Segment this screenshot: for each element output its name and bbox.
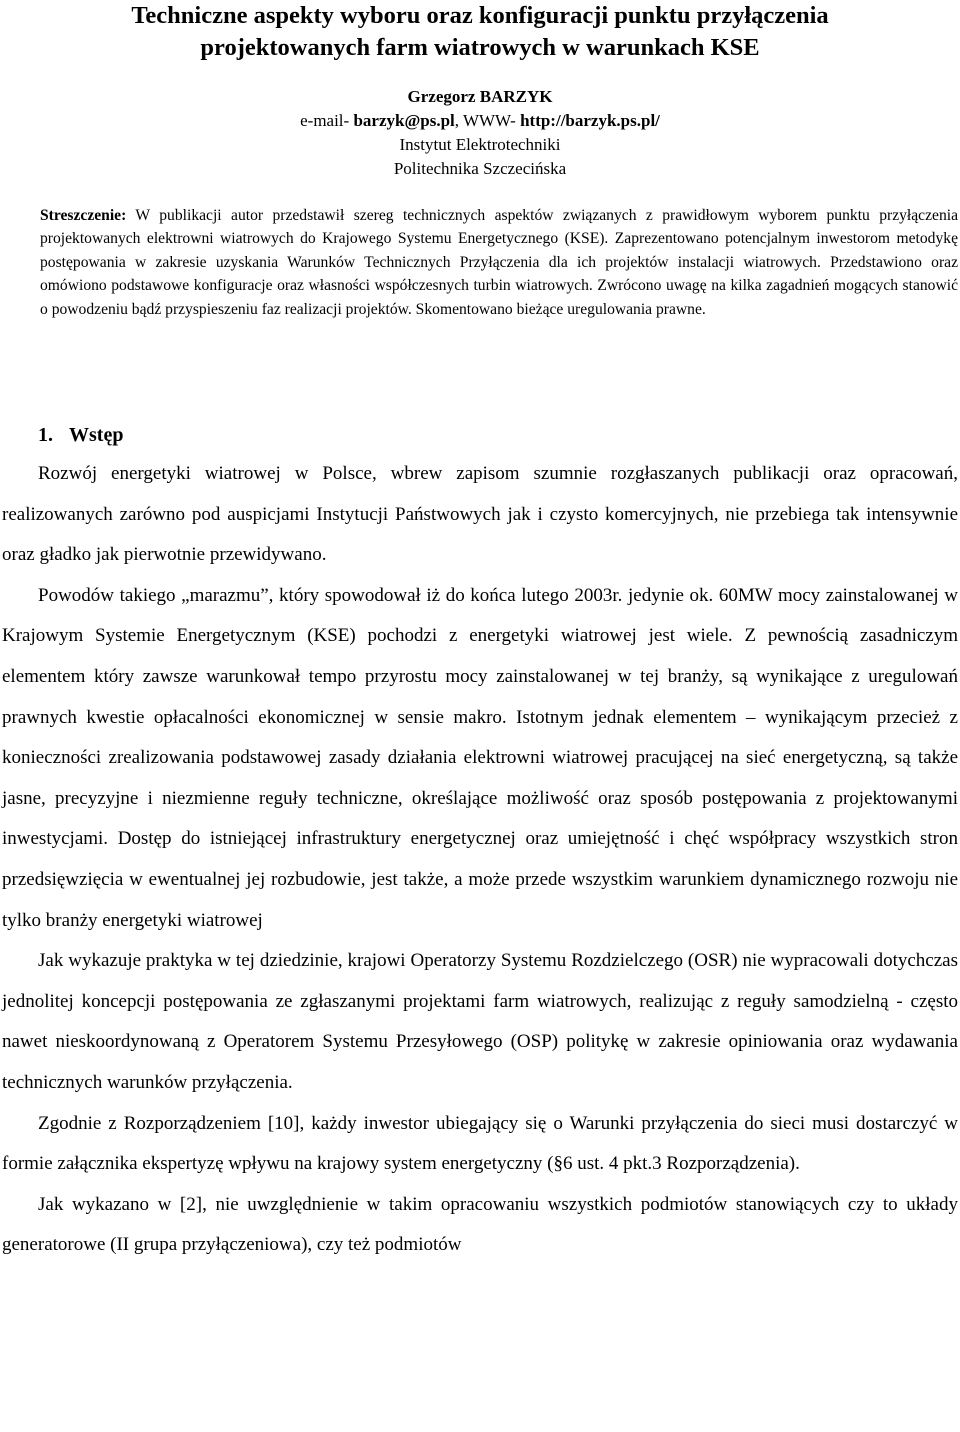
abstract-paragraph <box>40 204 958 321</box>
paper-title <box>40 0 920 64</box>
section-heading <box>38 420 123 450</box>
abstract-text: W publikacji autor przedstawił szereg technicznych aspektów związanych z prawidłowym wyborem punktu przyłączenia projektowanych elektrowni wiatrowych do Krajowego Systemu Energetycznego (KSE). Zaprezentowano potencjalnym inwestorom metodykę postępowania w zakresie uzyskania Warunków Technicznych Przyłączenia dla ich projektów instalacji wiatrowych. Przedstawiono oraz omówiono podstawowe konfiguracje oraz własności współczesnych turbin wiatrowych. Zwrócono uwagę na kilka zagadnień mogących stanowić o powodzeniu bądź przyspieszeniu faz realizacji projektów. Skomentowano bieżące uregulowania prawne. <box>40 207 958 318</box>
author-contact <box>40 109 920 133</box>
email-link[interactable]: barzyk@ps.pl <box>353 111 455 130</box>
www-link[interactable]: http://barzyk.ps.pl/ <box>520 111 660 130</box>
abstract <box>40 204 958 321</box>
abstract-label: Streszczenie: <box>40 207 127 224</box>
author-name: Grzegorz BARZYK <box>407 87 553 106</box>
body-paragraph-3: Jak wykazuje praktyka w tej dziedzinie, krajowi Operatorzy Systemu Rozdzielczego (OSR) nie wypracowali dotychczas jednolitej koncepcji postępowania ze zgłaszanymi projektami farm wiatrowych, realizując z reguły samodzielną - często nawet nieskoordynowaną z Operatorem Systemu Przesyłowego (OSP) politykę w zakresie opiniowania oraz wydawania technicznych warunków przyłączenia. <box>2 950 958 1093</box>
www-label: , WWW- <box>454 111 521 130</box>
body-paragraph-2: Powodów takiego „marazmu”, który spowodował iż do końca lutego 2003r. jedynie ok. 60MW mocy zainstalowanej w Krajowym Systemie Energetycznym (KSE) pochodzi z energetyki wiatrowej jest wiele. Z pewnością zasadniczym elementem który zawsze warunkował tempo przyrostu mocy zainstalowanej w tej branży, są wynikające z uregulowań prawnych kwestie opłacalności ekonomicznej w sensie makro. Istotnym jednak elementem – wynikającym przecież z konieczności zrealizowania podstawowej zasady działania elektrowni wiatrowej pracującej na sieć energetyczną, są także jasne, precyzyjne i niezmienne reguły techniczne, określające możliwość oraz sposób postępowania z projektowanymi inwestycjami. Dostęp do istniejącej infrastruktury energetycznej oraz umiejętność i chęć współpracy wszystkich stron przedsięwzięcia w ewentualnej jej rozbudowie, jest także, a może przede wszystkim warunkiem dynamicznego rozwoju nie tylko branży energetyki wiatrowej <box>2 584 958 931</box>
body-paragraph-1: Rozwój energetyki wiatrowej w Polsce, wbrew zapisom szumnie rozgłaszanych publikacji oraz opracowań, realizowanych zarówno pod auspicjami Instytucji Państwowych jak i czysto komercyjnych, nie przebiega tak intensywnie oraz gładko jak pierwotnie przewidywano. <box>2 463 958 566</box>
section-number: 1. <box>38 424 53 446</box>
section-title: Wstęp <box>69 424 124 446</box>
author-institute: Instytut Elektrotechniki <box>399 135 561 154</box>
body-paragraph-4: Zgodnie z Rozporządzeniem [10], każdy inwestor ubiegający się o Warunki przyłączenia do sieci musi dostarczyć w formie załącznika ekspertyzę wpływu na krajowy system energetyczny (§6 ust. 4 pkt.3 Rozporządzenia). <box>2 1112 958 1175</box>
email-label: e-mail- <box>300 111 354 130</box>
body-paragraph-5: Jak wykazano w [2], nie uwzględnienie w takim opracowaniu wszystkich podmiotów stanowiących czy to układy generatorowe (II grupa przyłączeniowa), czy też podmiotów <box>2 1193 958 1256</box>
paper-title-line-2: projektowanych farm wiatrowych w warunkach KSE <box>200 34 760 61</box>
paper-title-line-1: Techniczne aspekty wyboru oraz konfiguracji punktu przyłączenia <box>131 2 829 29</box>
author-university: Politechnika Szczecińska <box>393 159 567 178</box>
body-text <box>2 454 958 1266</box>
author-block <box>40 85 920 181</box>
